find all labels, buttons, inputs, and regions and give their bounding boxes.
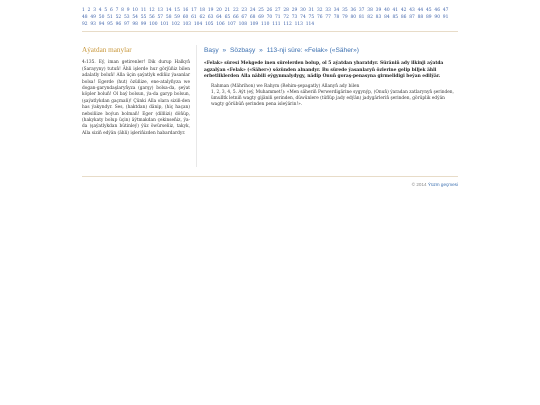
page-link[interactable]: 75 xyxy=(308,14,315,20)
main-content xyxy=(197,45,458,167)
page-link[interactable]: 31 xyxy=(308,8,315,13)
page-link[interactable]: 24 xyxy=(249,8,256,13)
page-link[interactable]: 45 xyxy=(426,8,432,13)
page-link[interactable]: 29 xyxy=(291,8,298,13)
page-link[interactable]: 51 xyxy=(107,14,113,20)
page-link[interactable]: 91 xyxy=(442,14,449,20)
page-link[interactable]: 83 xyxy=(375,14,382,20)
page-link[interactable]: 59 xyxy=(174,14,180,20)
page-link[interactable]: 86 xyxy=(400,14,407,20)
page-link[interactable]: 5 xyxy=(104,8,108,13)
page-link[interactable]: 84 xyxy=(384,14,390,20)
page-link[interactable]: 54 xyxy=(132,14,138,20)
page-link[interactable]: 39 xyxy=(375,8,382,13)
page-link[interactable]: 66 xyxy=(233,14,239,20)
page-link[interactable]: 63 xyxy=(207,14,214,20)
sidebar-verse-text: 4:135. Eý, iman getirenler! Dik durup Halkyň (Sarayyny) tutuň! Ähli işlerde hur görjüňiz bilen adalatly boluň! Alla üçin şaýatlyk ediňiz ýasanlar bolsa! Egerde (hut) özüňize, ene-atalyňyza we dogan-garyndaşlaryňyza (garşy) bolsa-da, şeýat köpler boluň! Ol baý bolsun, ýa-da garyp bolsun, (şaýatlykdan gaçmaň)! Çünki Alla olara siziň-den has ýakyndyr. Ses, (haktdan) dänip, (hiç haçan) nebsiňize boýun bolmaň! Eger (dilňizi) döňüp, (hakykaty bolup üçin) äýtmakdan çekinseňiz, ýa-da (şaýatlykdan bütinleý) ýüz öwürseňiz, takyk, Alla siziň edýän (ähli) işleriňizden habardardyr. xyxy=(82,60,190,136)
page-link[interactable]: 16 xyxy=(182,8,189,13)
page-link[interactable]: 74 xyxy=(300,14,306,20)
page-link[interactable]: 22 xyxy=(233,8,239,13)
page-link[interactable]: 77 xyxy=(325,14,331,20)
breadcrumb-separator: » xyxy=(259,47,263,55)
page-link[interactable]: 76 xyxy=(316,14,323,20)
page-link[interactable]: 1 xyxy=(82,8,85,13)
copyright-text: © 2014 xyxy=(411,182,427,188)
page-link[interactable]: 96 xyxy=(115,21,122,27)
page-link[interactable]: 113 xyxy=(294,21,303,27)
page-link[interactable]: 48 xyxy=(82,14,88,20)
page-link[interactable]: 98 xyxy=(132,21,138,27)
page-link[interactable]: 93 xyxy=(90,21,96,27)
page-link[interactable]: 41 xyxy=(392,8,399,13)
breadcrumb xyxy=(204,47,458,54)
page-link[interactable]: 67 xyxy=(241,14,248,20)
page-link[interactable]: 80 xyxy=(350,14,357,20)
page-link[interactable]: 100 xyxy=(149,21,158,27)
page-link[interactable]: 11 xyxy=(140,8,147,13)
page-link[interactable]: 42 xyxy=(400,8,407,13)
page-link[interactable]: 68 xyxy=(249,14,256,20)
page-link[interactable]: 18 xyxy=(199,8,206,13)
page-link[interactable]: 12 xyxy=(149,8,155,13)
surah-intro: «Felak» süresi Mekgede inen sürelerden bolup, ol 5 aýatdan ybaratdyr. Süräniň ady ilkinji aýatda agzalýan «Felak» («Säher») sözünden alnandyr. Bu sürede ýasanlaryň özlerine gelip biljek ähli erbetliklerden Alla näbili eýgynmalydygy, nädip Onuň goraş-penasyna girmelidigi beýan edilýär. xyxy=(204,61,444,79)
page-link[interactable]: 65 xyxy=(224,14,231,20)
page-link[interactable]: 23 xyxy=(241,8,248,13)
page-link[interactable]: 105 xyxy=(205,21,214,27)
page-link[interactable]: 109 xyxy=(249,21,259,27)
page-link[interactable]: 28 xyxy=(283,8,289,13)
page-link[interactable]: 90 xyxy=(434,14,440,20)
page-link[interactable]: 108 xyxy=(238,21,248,27)
page-link[interactable]: 33 xyxy=(325,8,331,13)
page-link[interactable]: 60 xyxy=(182,14,189,20)
page-link[interactable]: 44 xyxy=(417,8,424,13)
page-link[interactable]: 52 xyxy=(115,14,122,20)
page-link[interactable]: 46 xyxy=(434,8,440,13)
page-link[interactable]: 85 xyxy=(392,14,399,20)
page-link[interactable]: 99 xyxy=(140,21,147,27)
page-link[interactable]: 89 xyxy=(426,14,432,20)
page-link[interactable]: 97 xyxy=(123,21,130,27)
page-link[interactable]: 70 xyxy=(266,14,273,20)
page-link[interactable]: 82 xyxy=(367,14,373,20)
page-link[interactable]: 27 xyxy=(274,8,281,13)
page-link[interactable]: 34 xyxy=(333,8,340,13)
page-link[interactable]: 57 xyxy=(157,14,164,20)
page-link[interactable]: 17 xyxy=(191,8,197,13)
verse-text: 1, 2, 3, 4, 5. Aýt (eý, Muhammet!): «Men säheriň Perwerdigärine sygynýp, (Onuň) ýaradan zatlarynyň şerinden, ümulltk letniň wagty gijäniň şerinden, düwünlere (tüflüp jady edýän) jadygärleriň şerinden, görüplik edýän wagty görübüň şerinden pena isleýärin!». xyxy=(211,90,454,107)
page-link[interactable]: 4 xyxy=(98,8,102,13)
breadcrumb-home-link[interactable]: Başy xyxy=(204,47,219,55)
page-link[interactable]: 81 xyxy=(358,14,365,20)
page-link[interactable]: 40 xyxy=(384,8,390,13)
page-link[interactable]: 78 xyxy=(333,14,340,20)
page-link[interactable]: 79 xyxy=(342,14,348,20)
page-link[interactable]: 103 xyxy=(182,21,192,27)
basmala-line: Rahman (Mährihon) we Rahym (Rehim-şepagatly) Allanyň ady bilen xyxy=(211,84,360,90)
page xyxy=(82,0,458,187)
page-link[interactable]: 10 xyxy=(132,8,138,13)
footer xyxy=(82,182,458,187)
page-link[interactable]: 43 xyxy=(409,8,415,13)
page-link[interactable]: 25 xyxy=(258,8,264,13)
page-link[interactable]: 49 xyxy=(90,14,96,20)
page-link[interactable]: 112 xyxy=(283,21,292,27)
page-link[interactable]: 88 xyxy=(417,14,424,20)
page-link[interactable]: 114 xyxy=(305,21,315,27)
page-link[interactable]: 36 xyxy=(350,8,357,13)
page-link[interactable]: 32 xyxy=(316,8,323,13)
sidebar xyxy=(82,45,197,167)
page-link[interactable]: 94 xyxy=(98,21,105,27)
page-number-list xyxy=(82,0,458,28)
page-link[interactable]: 37 xyxy=(358,8,365,13)
page-link[interactable]: 50 xyxy=(98,14,105,20)
footer-link[interactable]: Ýüzm geçmesi xyxy=(427,182,458,188)
page-link[interactable]: 26 xyxy=(266,8,273,13)
page-link[interactable]: 3 xyxy=(93,8,96,13)
page-link[interactable]: 92 xyxy=(82,21,88,27)
page-link[interactable]: 64 xyxy=(216,14,222,20)
page-link[interactable]: 104 xyxy=(193,21,203,27)
page-link[interactable]: 69 xyxy=(258,14,264,20)
page-link[interactable]: 102 xyxy=(171,21,180,27)
page-link[interactable]: 110 xyxy=(261,21,270,27)
page-link[interactable]: 61 xyxy=(191,14,197,20)
page-link[interactable]: 2 xyxy=(87,8,91,13)
page-link[interactable]: 30 xyxy=(300,8,306,13)
page-link[interactable]: 9 xyxy=(126,8,130,13)
page-link[interactable]: 56 xyxy=(149,14,155,20)
page-link[interactable]: 47 xyxy=(442,8,449,13)
breadcrumb-current: 113-nji süre: «Felak» («Säher») xyxy=(266,47,359,55)
breadcrumb-separator: » xyxy=(222,47,227,55)
page-link[interactable]: 35 xyxy=(342,8,348,13)
page-link[interactable]: 14 xyxy=(165,8,172,13)
page-link[interactable]: 73 xyxy=(291,14,298,20)
page-link[interactable]: 72 xyxy=(283,14,289,20)
page-link[interactable]: 87 xyxy=(409,14,415,20)
page-link[interactable]: 58 xyxy=(165,14,172,20)
sidebar-title: Aýatdan manylar xyxy=(82,46,132,55)
breadcrumb-section-link[interactable]: Sözbaşy xyxy=(230,47,256,55)
content-columns xyxy=(82,45,458,167)
top-divider xyxy=(82,31,458,32)
page-link[interactable]: 38 xyxy=(367,8,373,13)
page-link[interactable]: 15 xyxy=(174,8,180,13)
page-link[interactable]: 71 xyxy=(274,14,281,20)
page-link[interactable]: 62 xyxy=(199,14,206,20)
page-link[interactable]: 111 xyxy=(272,21,281,27)
page-link[interactable]: 20 xyxy=(216,8,222,13)
page-link[interactable]: 53 xyxy=(123,14,130,20)
page-link[interactable]: 21 xyxy=(224,8,231,13)
page-link[interactable]: 13 xyxy=(157,8,164,13)
page-link[interactable]: 101 xyxy=(160,21,169,27)
page-link[interactable]: 8 xyxy=(121,8,124,13)
page-link[interactable]: 7 xyxy=(115,8,119,13)
bottom-divider xyxy=(82,176,458,177)
page-link[interactable]: 55 xyxy=(140,14,147,20)
page-link[interactable]: 107 xyxy=(227,21,236,27)
page-link[interactable]: 106 xyxy=(216,21,225,27)
page-link[interactable]: 19 xyxy=(207,8,214,13)
page-link[interactable]: 6 xyxy=(109,8,113,13)
page-link[interactable]: 95 xyxy=(107,21,113,27)
